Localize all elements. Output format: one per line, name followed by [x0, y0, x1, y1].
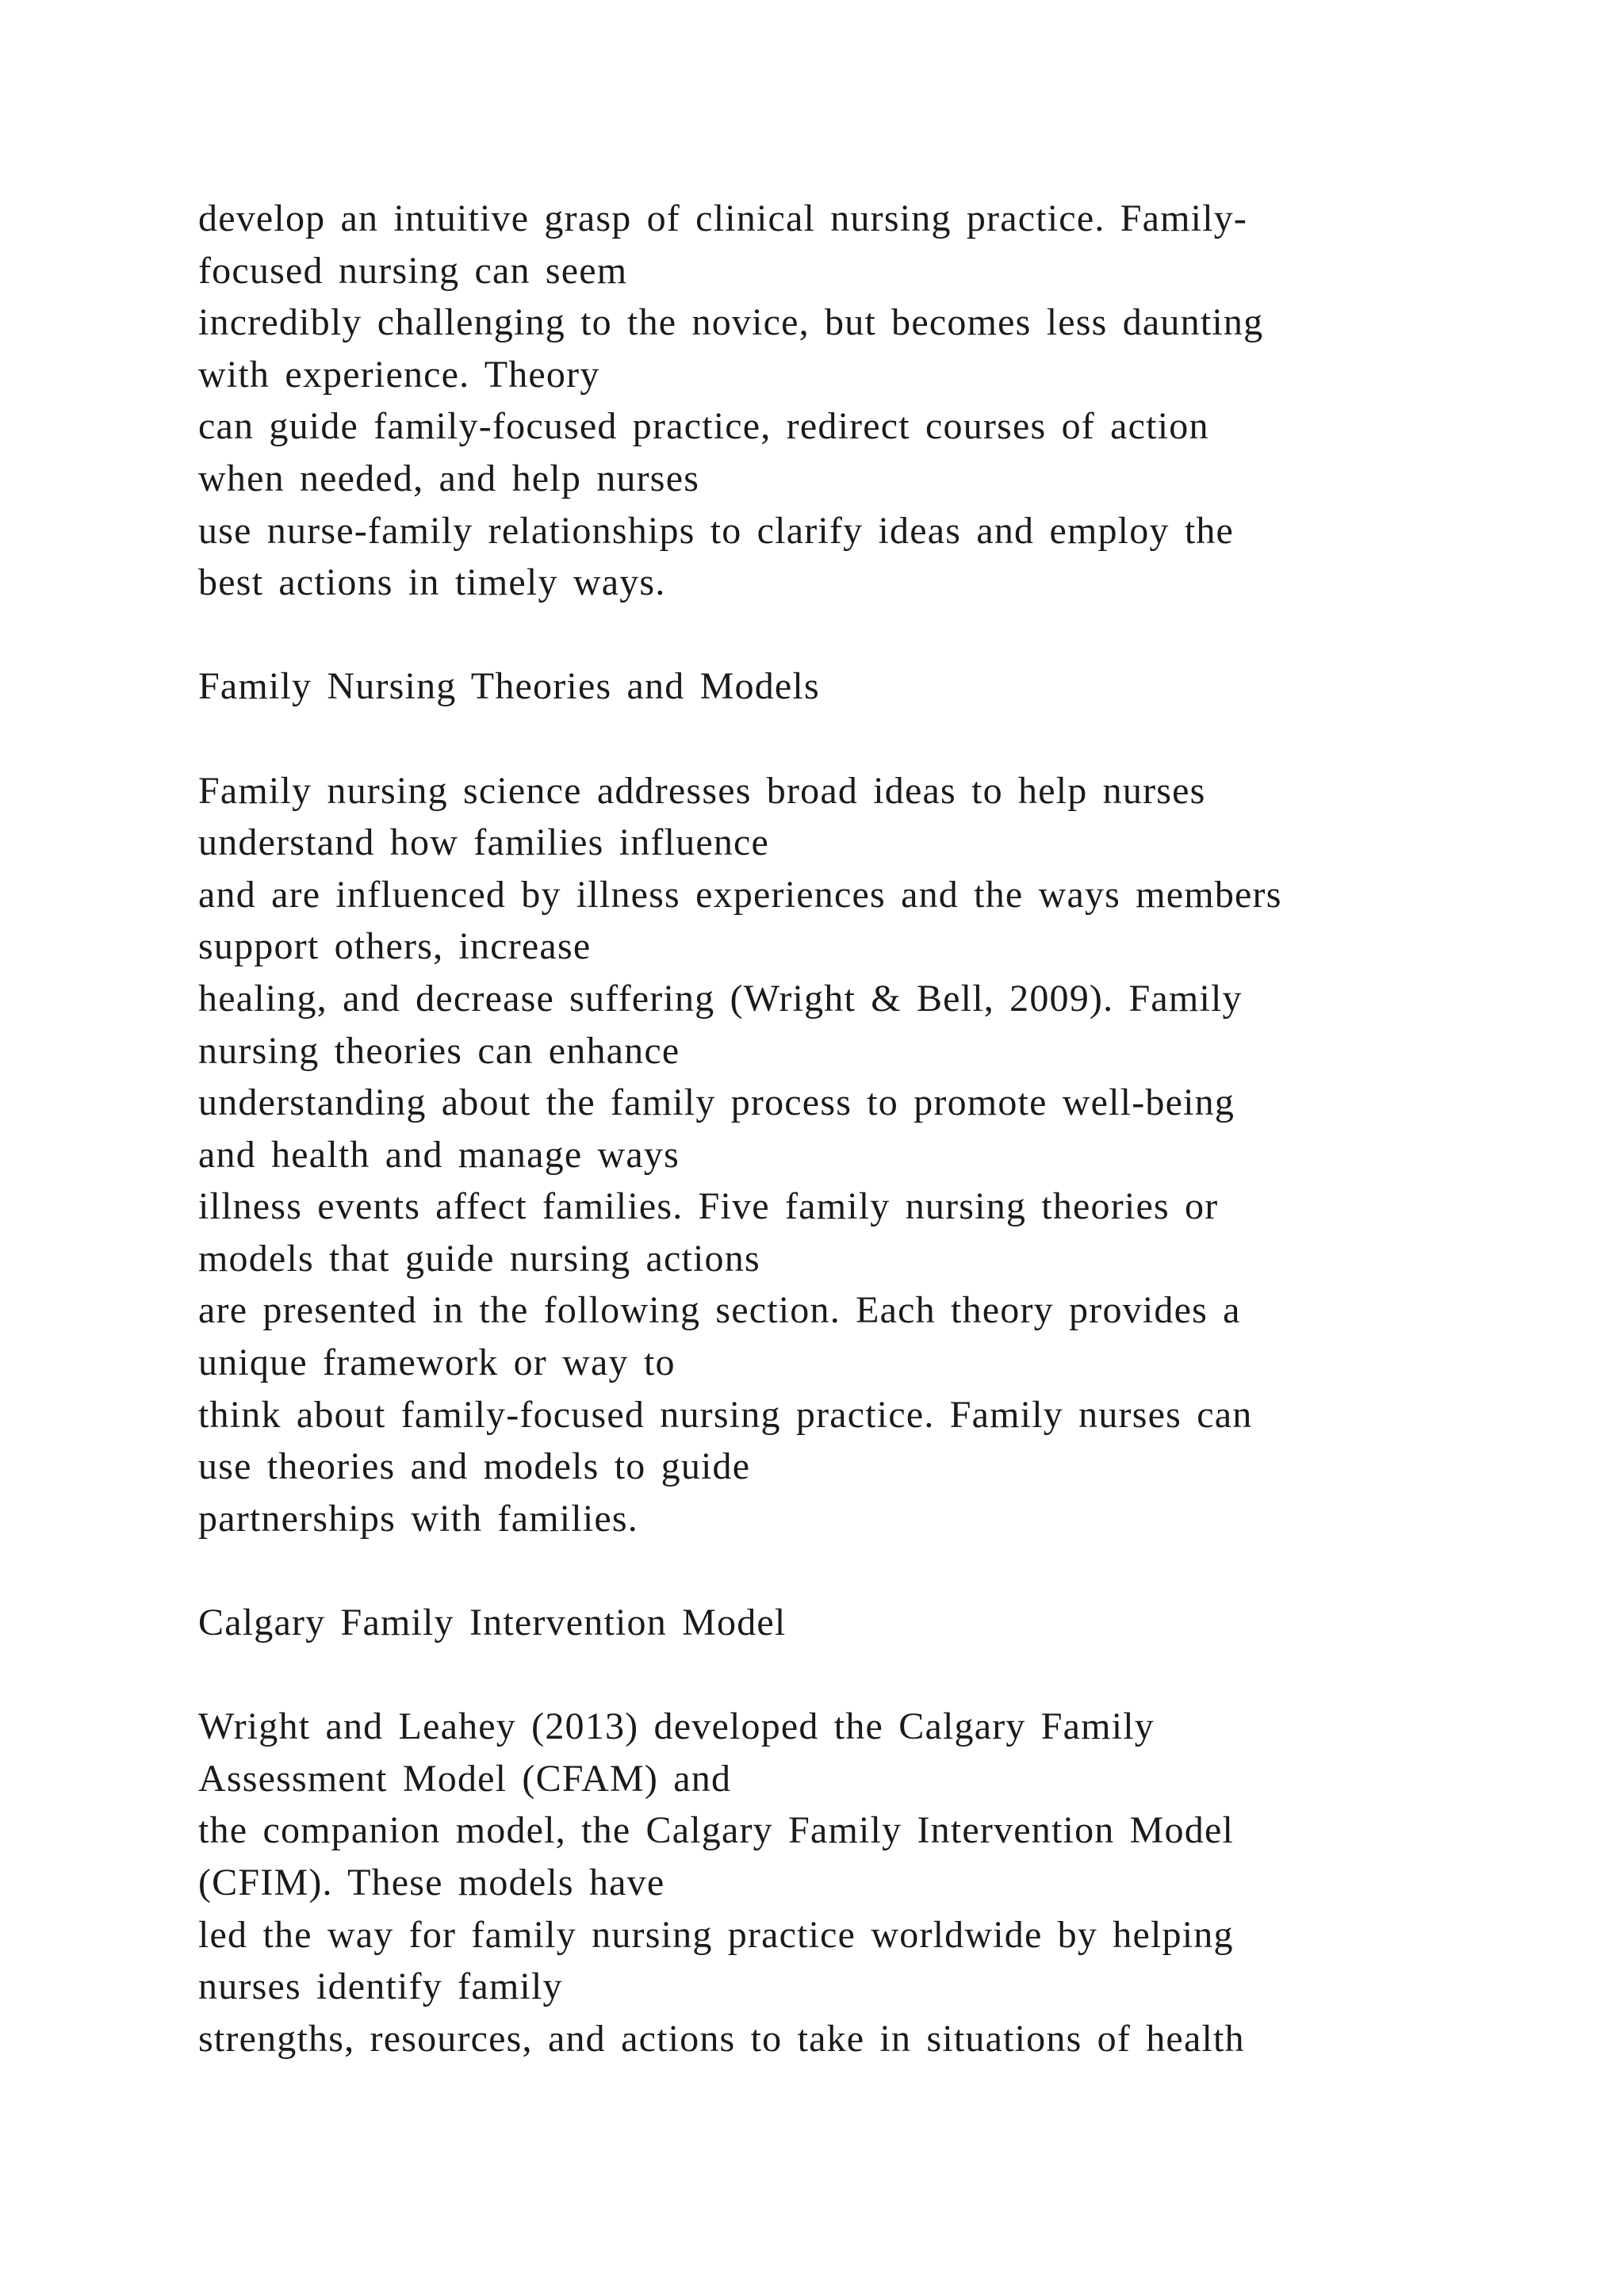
text-line: healing, and decrease suffering (Wright & Bell, 2009). Family	[198, 977, 1243, 1020]
heading-line: Calgary Family Intervention Model	[198, 1601, 787, 1644]
text-line: understand how families influence	[198, 821, 770, 864]
text-line: best actions in timely ways.	[198, 561, 666, 604]
paragraph-gap	[198, 609, 1546, 661]
text-line: partnerships with families.	[198, 1497, 638, 1540]
body-paragraph	[198, 765, 1546, 1545]
text-line: use nurse-family relationships to clarify ideas and employ the	[198, 509, 1235, 552]
text-line: strengths, resources, and actions to take in situations of health	[198, 2017, 1245, 2060]
text-line: can guide family-focused practice, redirect courses of action	[198, 405, 1209, 448]
text-line: when needed, and help nurses	[198, 457, 700, 499]
text-line: illness events affect families. Five family nursing theories or	[198, 1185, 1219, 1228]
text-line: (CFIM). These models have	[198, 1862, 665, 1904]
text-line: focused nursing can seem	[198, 249, 628, 292]
paragraph-gap	[198, 713, 1546, 765]
text-line: models that guide nursing actions	[198, 1237, 760, 1280]
text-line: and health and manage ways	[198, 1133, 680, 1176]
text-line: with experience. Theory	[198, 353, 600, 396]
document-text	[198, 193, 1546, 2064]
text-line: incredibly challenging to the novice, but becomes less daunting	[198, 301, 1264, 344]
body-paragraph	[198, 193, 1546, 609]
text-line: Wright and Leahey (2013) developed the Calgary Family	[198, 1705, 1155, 1748]
text-line: nurses identify family	[198, 1965, 563, 2008]
heading-line: Family Nursing Theories and Models	[198, 665, 820, 708]
section-heading	[198, 660, 1546, 713]
text-line: nursing theories can enhance	[198, 1029, 680, 1072]
paragraph-gap	[198, 1649, 1546, 1701]
section-heading	[198, 1597, 1546, 1649]
text-line: and are influenced by illness experiences and the ways members	[198, 873, 1282, 916]
text-line: develop an intuitive grasp of clinical nursing practice. Family-	[198, 197, 1248, 239]
text-line: Family nursing science addresses broad ideas to help nurses	[198, 769, 1206, 812]
text-line: unique framework or way to	[198, 1341, 676, 1384]
body-paragraph	[198, 1701, 1546, 2064]
text-line: led the way for family nursing practice worldwide by helping	[198, 1913, 1234, 1956]
text-line: the companion model, the Calgary Family Intervention Model	[198, 1809, 1234, 1852]
text-line: support others, increase	[198, 925, 592, 968]
paragraph-gap	[198, 1544, 1546, 1597]
text-line: understanding about the family process to promote well-being	[198, 1081, 1235, 1124]
text-line: use theories and models to guide	[198, 1445, 751, 1488]
text-line: are presented in the following section. Each theory provides a	[198, 1289, 1241, 1332]
text-line: Assessment Model (CFAM) and	[198, 1757, 732, 1800]
text-line: think about family-focused nursing practice. Family nurses can	[198, 1393, 1253, 1436]
